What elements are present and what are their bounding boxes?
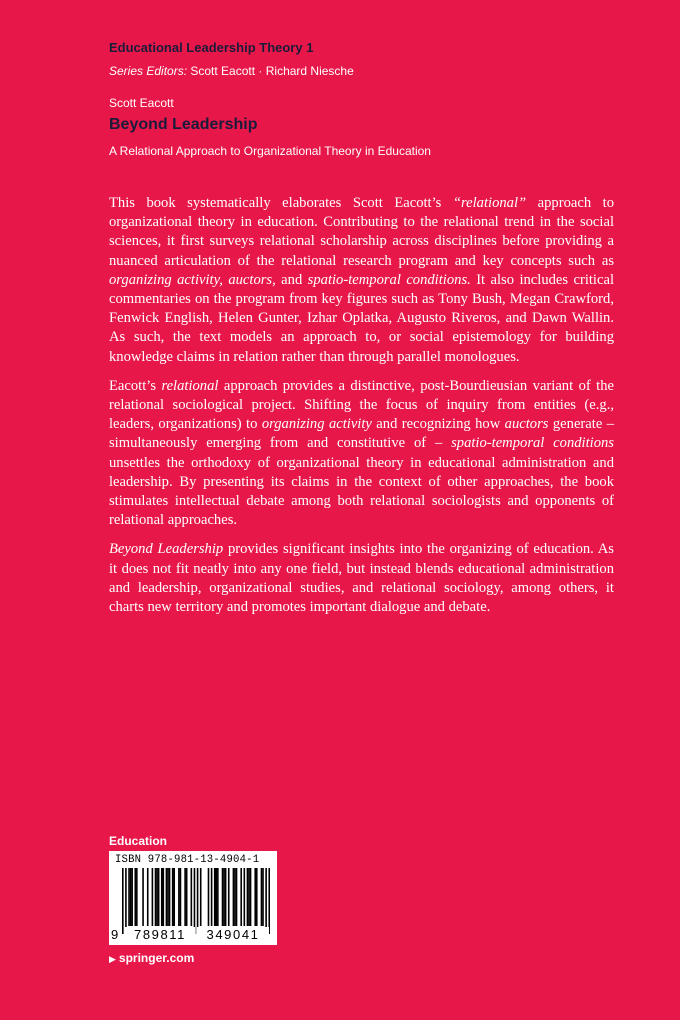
barcode-bar xyxy=(184,868,186,926)
barcode-bar xyxy=(156,868,158,926)
blurb-emphasis: relational xyxy=(161,377,219,394)
barcode-bar xyxy=(234,868,236,926)
barcode-bar xyxy=(236,868,238,926)
blurb-emphasis: “relational” xyxy=(452,195,527,211)
barcode-bar xyxy=(163,868,165,926)
barcode-bar xyxy=(128,868,130,926)
blurb-emphasis: spatio-temporal conditions. xyxy=(307,271,471,288)
barcode-bar xyxy=(233,868,235,926)
triangle-right-icon: ▶ xyxy=(109,954,116,964)
website-label: springer.com xyxy=(118,951,195,965)
blurb-text: It also includes critical commentaries on the program from key figures such as Tony Bush, Megan Crawford, Fenwick English, Helen Gunter, Izhar Oplatka, Augusto Riveros, and Dawn Wallin. As such, the text models an approach to, or social epistemology for building knowledge claims in relation rather than through parallel monologues. xyxy=(109,271,614,365)
barcode-guard-bar xyxy=(268,868,270,934)
barcode-bar xyxy=(158,868,160,926)
blurb-text: Eacott’s xyxy=(109,377,162,394)
barcode-guard-bar xyxy=(122,868,124,934)
barcode-bar xyxy=(254,868,256,926)
barcode-bar xyxy=(186,868,188,926)
barcode-bar xyxy=(166,868,168,926)
book-author: Scott Eacott xyxy=(109,96,174,110)
book-title: Beyond Leadership xyxy=(109,116,258,133)
publisher-website[interactable] xyxy=(109,951,194,965)
blurb-emphasis: auctors xyxy=(504,416,549,433)
barcode-bar xyxy=(152,868,154,926)
ean-first-digit: 9 xyxy=(111,927,119,942)
blurb-emphasis: organizing activity xyxy=(261,416,372,433)
blurb-text: generate – simultaneously emerging from and constitutive of – xyxy=(109,416,615,452)
barcode-bar xyxy=(178,868,180,926)
barcode-bar xyxy=(167,868,169,926)
barcode-guard-bar xyxy=(265,868,267,934)
barcode-guard-bar xyxy=(197,868,199,934)
barcode-bar xyxy=(200,868,202,926)
blurb-paragraph-2 xyxy=(109,377,614,531)
barcode-bar xyxy=(130,868,132,926)
blurb-emphasis: organizing activity, auctors, xyxy=(109,271,276,288)
barcode-bar xyxy=(225,868,227,926)
blurb xyxy=(109,194,614,627)
barcode-bar xyxy=(211,868,213,926)
blurb-text: This book systematically elaborates Scott Eacott’s xyxy=(109,195,453,211)
book-subtitle: A Relational Approach to Organizational Theory in Education xyxy=(109,144,431,158)
barcode-bar xyxy=(244,868,246,926)
barcode-bar xyxy=(147,868,149,926)
barcode-bar xyxy=(262,868,264,926)
barcode-bar xyxy=(208,868,210,926)
blurb-paragraph-3 xyxy=(109,540,614,617)
barcode-block xyxy=(109,851,277,945)
barcode-guard-bar xyxy=(125,868,127,934)
blurb-text: approach provides a distinctive, post-Bourdieusian variant of the relational sociological project. Shifting the focus of inquiry from entities (e.g., leaders, organizations) to xyxy=(109,377,614,433)
barcode-bar xyxy=(173,868,175,926)
barcode-bar xyxy=(261,868,263,926)
barcode-bar xyxy=(240,868,242,926)
blurb-emphasis: spatio-temporal conditions xyxy=(451,435,614,452)
barcode-bar xyxy=(215,868,217,926)
barcode-bar xyxy=(134,868,136,926)
barcode-bar xyxy=(256,868,258,926)
barcode-bar xyxy=(169,868,171,926)
isbn-text: ISBN 978-981-13-4904-1 xyxy=(115,854,260,866)
barcode-bar xyxy=(131,868,133,926)
subject-category: Education xyxy=(109,834,168,848)
barcode-bar xyxy=(214,868,216,926)
barcode-bar xyxy=(247,868,249,926)
barcode-bar xyxy=(155,868,157,926)
series-editors-names: Scott Eacott · Richard Niesche xyxy=(190,64,354,78)
blurb-paragraph-1 xyxy=(109,194,614,367)
series-editors-label: Series Editors: xyxy=(109,64,188,78)
barcode-bar xyxy=(142,868,144,926)
barcode-bar xyxy=(223,868,225,926)
barcode-bar xyxy=(172,868,174,926)
barcode-bar xyxy=(248,868,250,926)
ean-left-digits: 789811 xyxy=(125,927,195,942)
blurb-text: provides significant insights into the organizing of education. As it does not fit neatly into any one field, but instead blends educational administration and leadership, organizational studies, and relational sociology, among others, it charts new territory and promotes important dialogue and debate. xyxy=(109,541,614,616)
barcode-guard-bar xyxy=(194,868,196,934)
barcode-bar xyxy=(217,868,219,926)
blurb-emphasis: Beyond Leadership xyxy=(109,541,224,558)
blurb-text: and recognizing how xyxy=(371,416,505,433)
barcode-bar xyxy=(250,868,252,926)
series-title: Educational Leadership Theory 1 xyxy=(109,40,314,55)
blurb-text: approach to organizational theory in education. Contributing to the relational trend in the social sciences, it first surveys relational scholarship across disciplines before providing a nuanced articulation of the relational research program and key concepts such as xyxy=(109,195,614,269)
barcode-bar xyxy=(228,868,230,926)
ean-right-digits: 349041 xyxy=(197,927,269,942)
blurb-text: and xyxy=(275,271,308,288)
barcode-bar xyxy=(191,868,193,926)
barcode-bar xyxy=(136,868,138,926)
barcode-image xyxy=(122,868,270,934)
barcode-bar xyxy=(222,868,224,926)
blurb-text: unsettles the orthodoxy of organizational theory in educational administration and leadership. By presenting its claims in the context of other approaches, the book stimulates intellectual debate among both relational sociologists and opponents of relational approaches. xyxy=(109,454,614,529)
barcode-bar xyxy=(180,868,182,926)
barcode-bar xyxy=(161,868,163,926)
series-editors xyxy=(109,64,354,78)
